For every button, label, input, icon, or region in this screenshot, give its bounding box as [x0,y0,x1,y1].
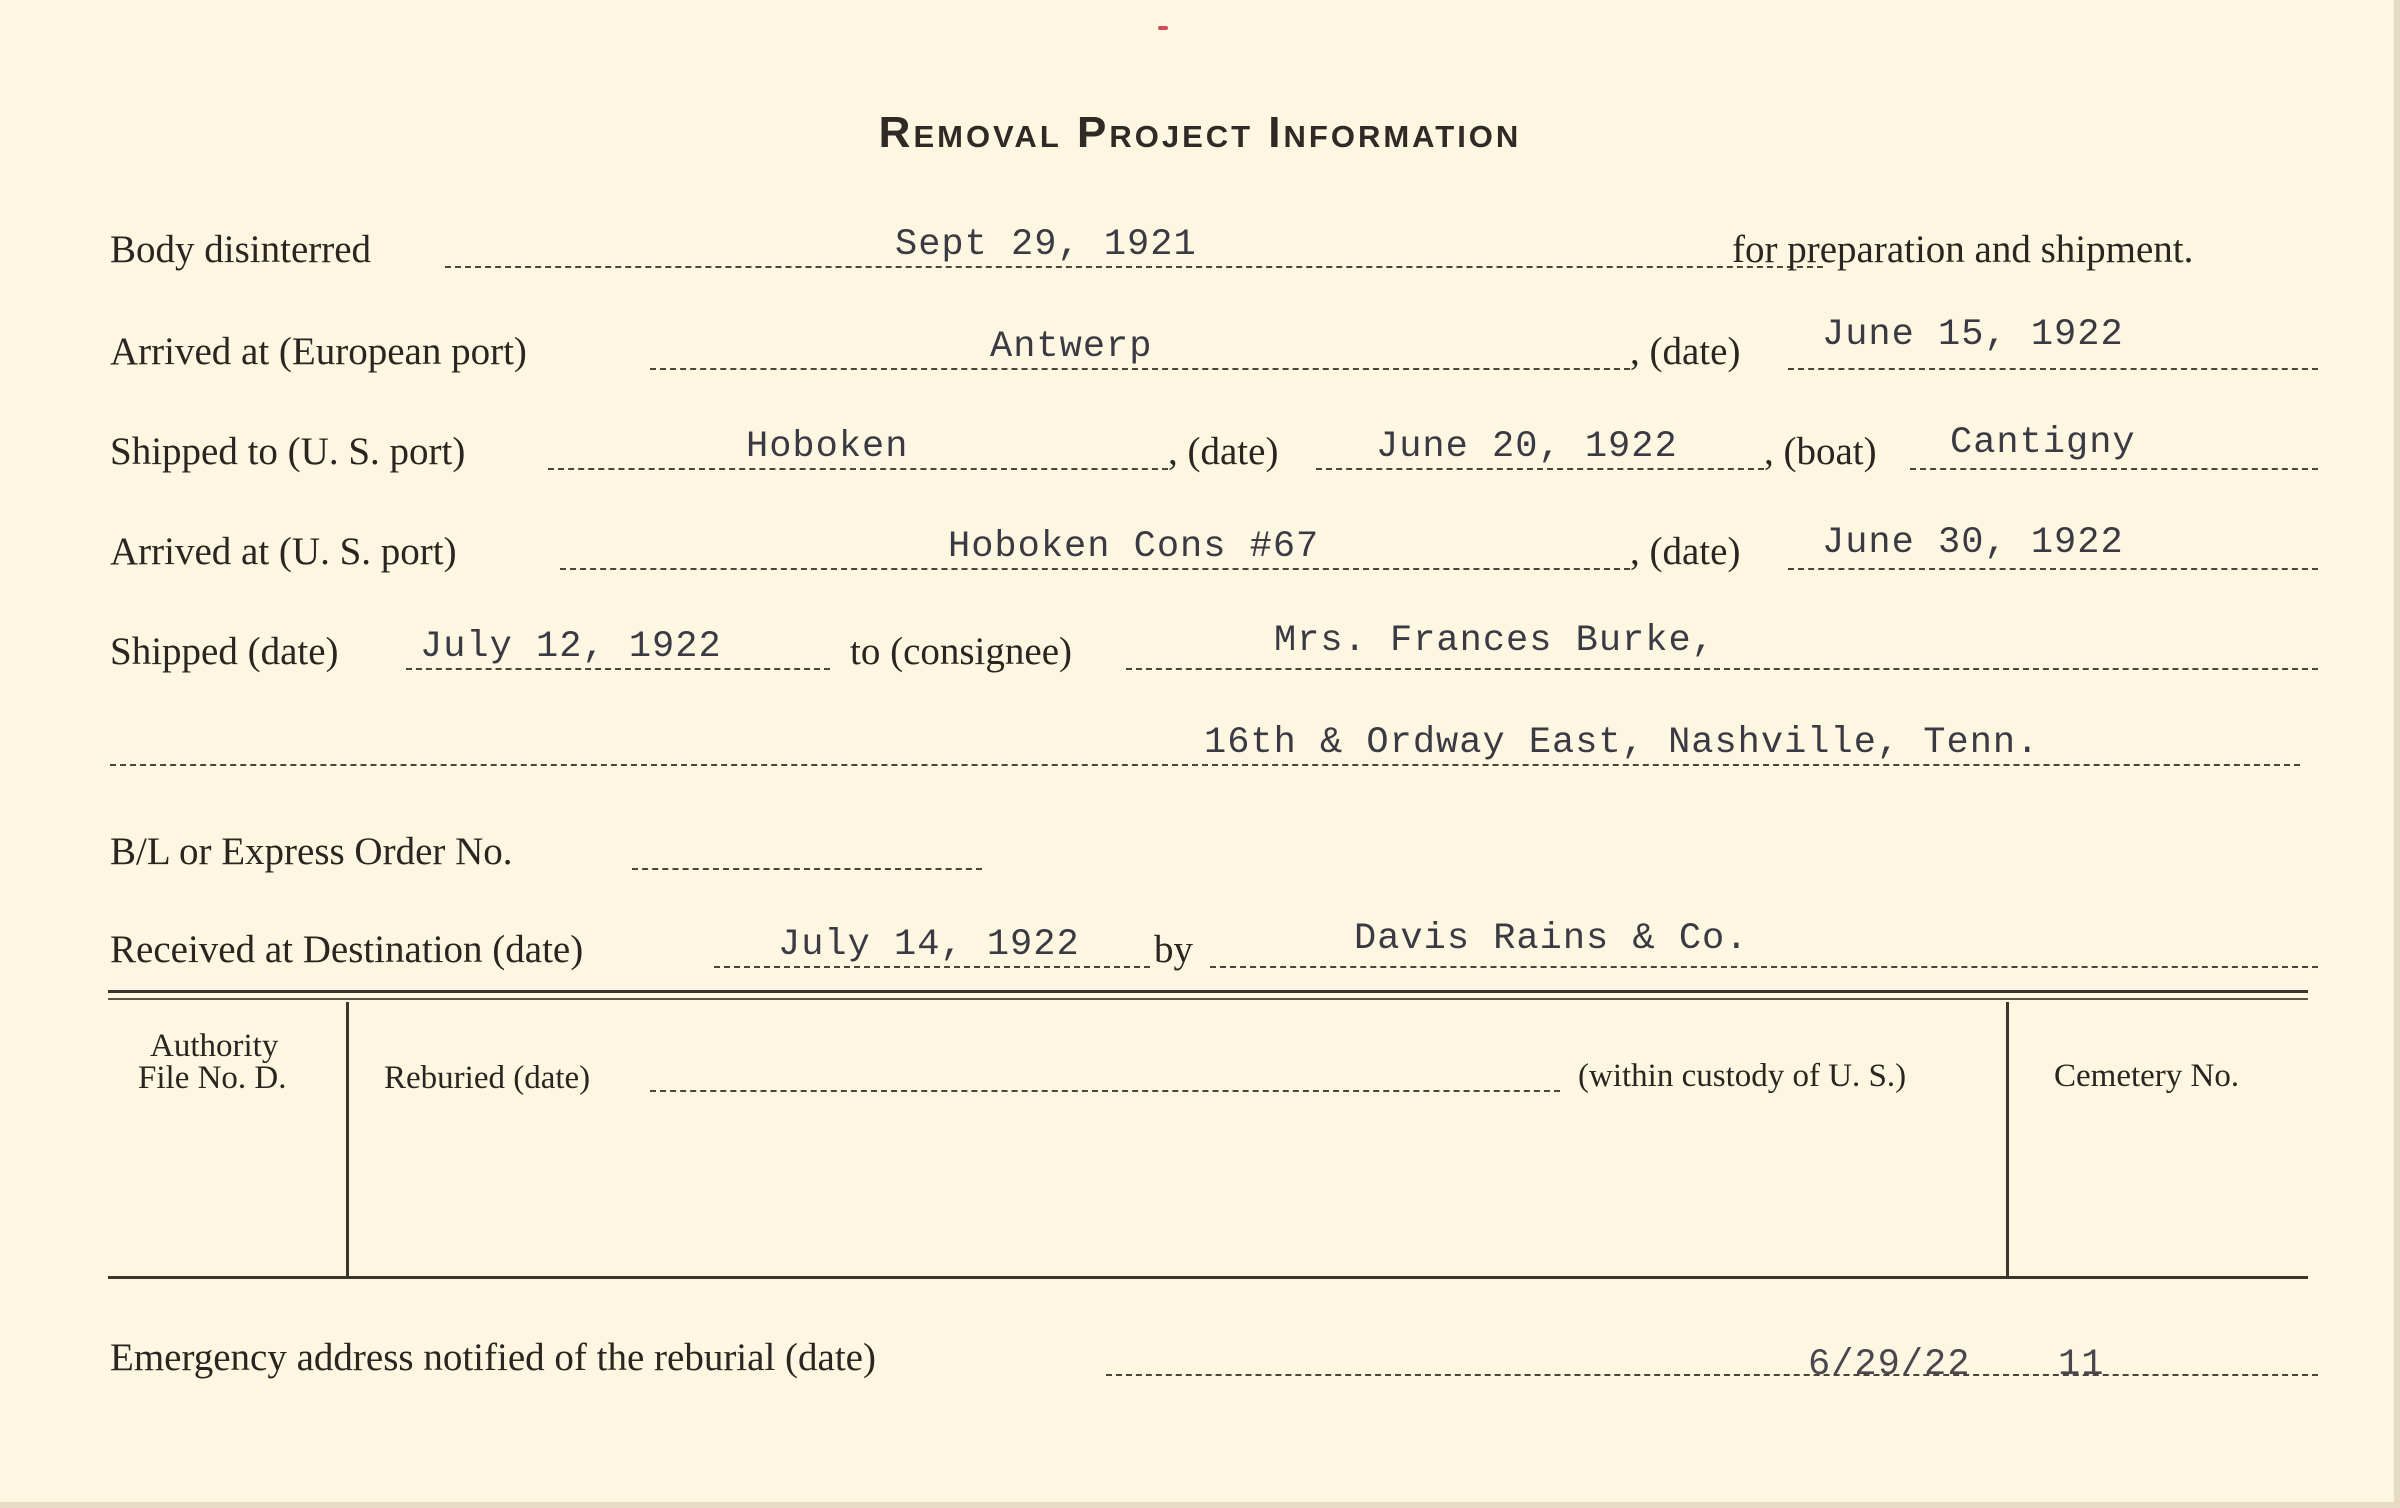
consignee-name: Mrs. Frances Burke, [1274,620,1715,662]
received-by-label: by [1154,928,1193,971]
table-divider-right [2006,1002,2009,1276]
cemetery-label: Cemetery No. [2054,1058,2240,1094]
card-title: Removal Project Information [878,108,1522,157]
arrived-us-date: June 30, 1922 [1822,522,2124,564]
arrived-europe-date: June 15, 1922 [1822,314,2124,356]
received-date-line [714,966,1150,968]
emergency-date: 6/29/22 [1808,1344,1971,1386]
arrived-us-port: Hoboken Cons #67 [948,526,1320,568]
shipped-us-label: Shipped to (U. S. port) [110,430,466,473]
disinterred-value: Sept 29, 1921 [895,224,1197,266]
row-disinterred [110,218,2302,278]
arrived-europe-date-line [1788,368,2318,370]
shipped-us-line [548,468,1168,470]
arrived-us-label: Arrived at (U. S. port) [110,530,457,573]
table-top-rule [108,990,2308,993]
shipped-date-line [406,668,830,670]
row-shipped [110,620,2302,680]
arrived-europe-port: Antwerp [990,326,1153,368]
table-divider-left [346,1002,349,1276]
row-emergency [110,1326,2302,1386]
arrived-us-line [560,568,1630,570]
shipped-us-date-line [1316,468,1764,470]
emergency-line [1106,1374,2318,1376]
emergency-label: Emergency address notified of the reburial (date) [110,1336,876,1379]
consignee-label: to (consignee) [850,630,1073,673]
disinterred-line [445,266,1823,268]
shipped-us-date-label: , (date) [1168,430,1279,473]
table-bottom-rule [108,1276,2308,1279]
custody-label: (within custody of U. S.) [1578,1058,1907,1094]
authority-label-line1: Authority [150,1028,279,1064]
shipped-date: July 12, 1922 [420,626,722,668]
row-arrived-europe [110,314,2302,380]
reburied-line [650,1090,1560,1092]
arrived-europe-date-label: , (date) [1630,330,1741,373]
authority-label-line2: File No. D. [138,1060,287,1096]
bl-label: B/L or Express Order No. [110,830,513,873]
reburied-label: Reburied (date) [384,1060,591,1096]
arrived-europe-line [650,368,1630,370]
address-line [110,764,2300,766]
shipped-us-boat: Cantigny [1950,422,2136,464]
consignee-address: 16th & Ordway East, Nashville, Tenn. [1204,722,2040,764]
disinterred-suffix: for preparation and shipment. [1732,228,2194,271]
received-date: July 14, 1922 [778,924,1080,966]
consignee-line [1126,668,2318,670]
bl-line [632,868,982,870]
ink-mark [1158,26,1168,30]
row-received [110,918,2302,978]
shipped-us-date: June 20, 1922 [1376,426,1678,468]
received-by: Davis Rains & Co. [1354,918,1749,960]
emergency-initials: 11 [2058,1344,2105,1386]
row-shipped-us [110,420,2302,480]
shipped-us-boat-line [1910,468,2318,470]
disinterred-label: Body disinterred [110,228,372,271]
received-by-line [1210,966,2318,968]
shipped-date-label: Shipped (date) [110,630,339,673]
received-label: Received at Destination (date) [110,928,584,971]
shipped-us-port: Hoboken [746,426,909,468]
row-bl [110,820,2302,880]
row-address [110,716,2302,776]
arrived-europe-label: Arrived at (European port) [110,330,527,373]
shipped-us-boat-label: , (boat) [1764,430,1877,473]
row-arrived-us [110,520,2302,580]
arrived-us-date-line [1788,568,2318,570]
arrived-us-date-label: , (date) [1630,530,1741,573]
table-top-rule-2 [108,998,2308,1000]
